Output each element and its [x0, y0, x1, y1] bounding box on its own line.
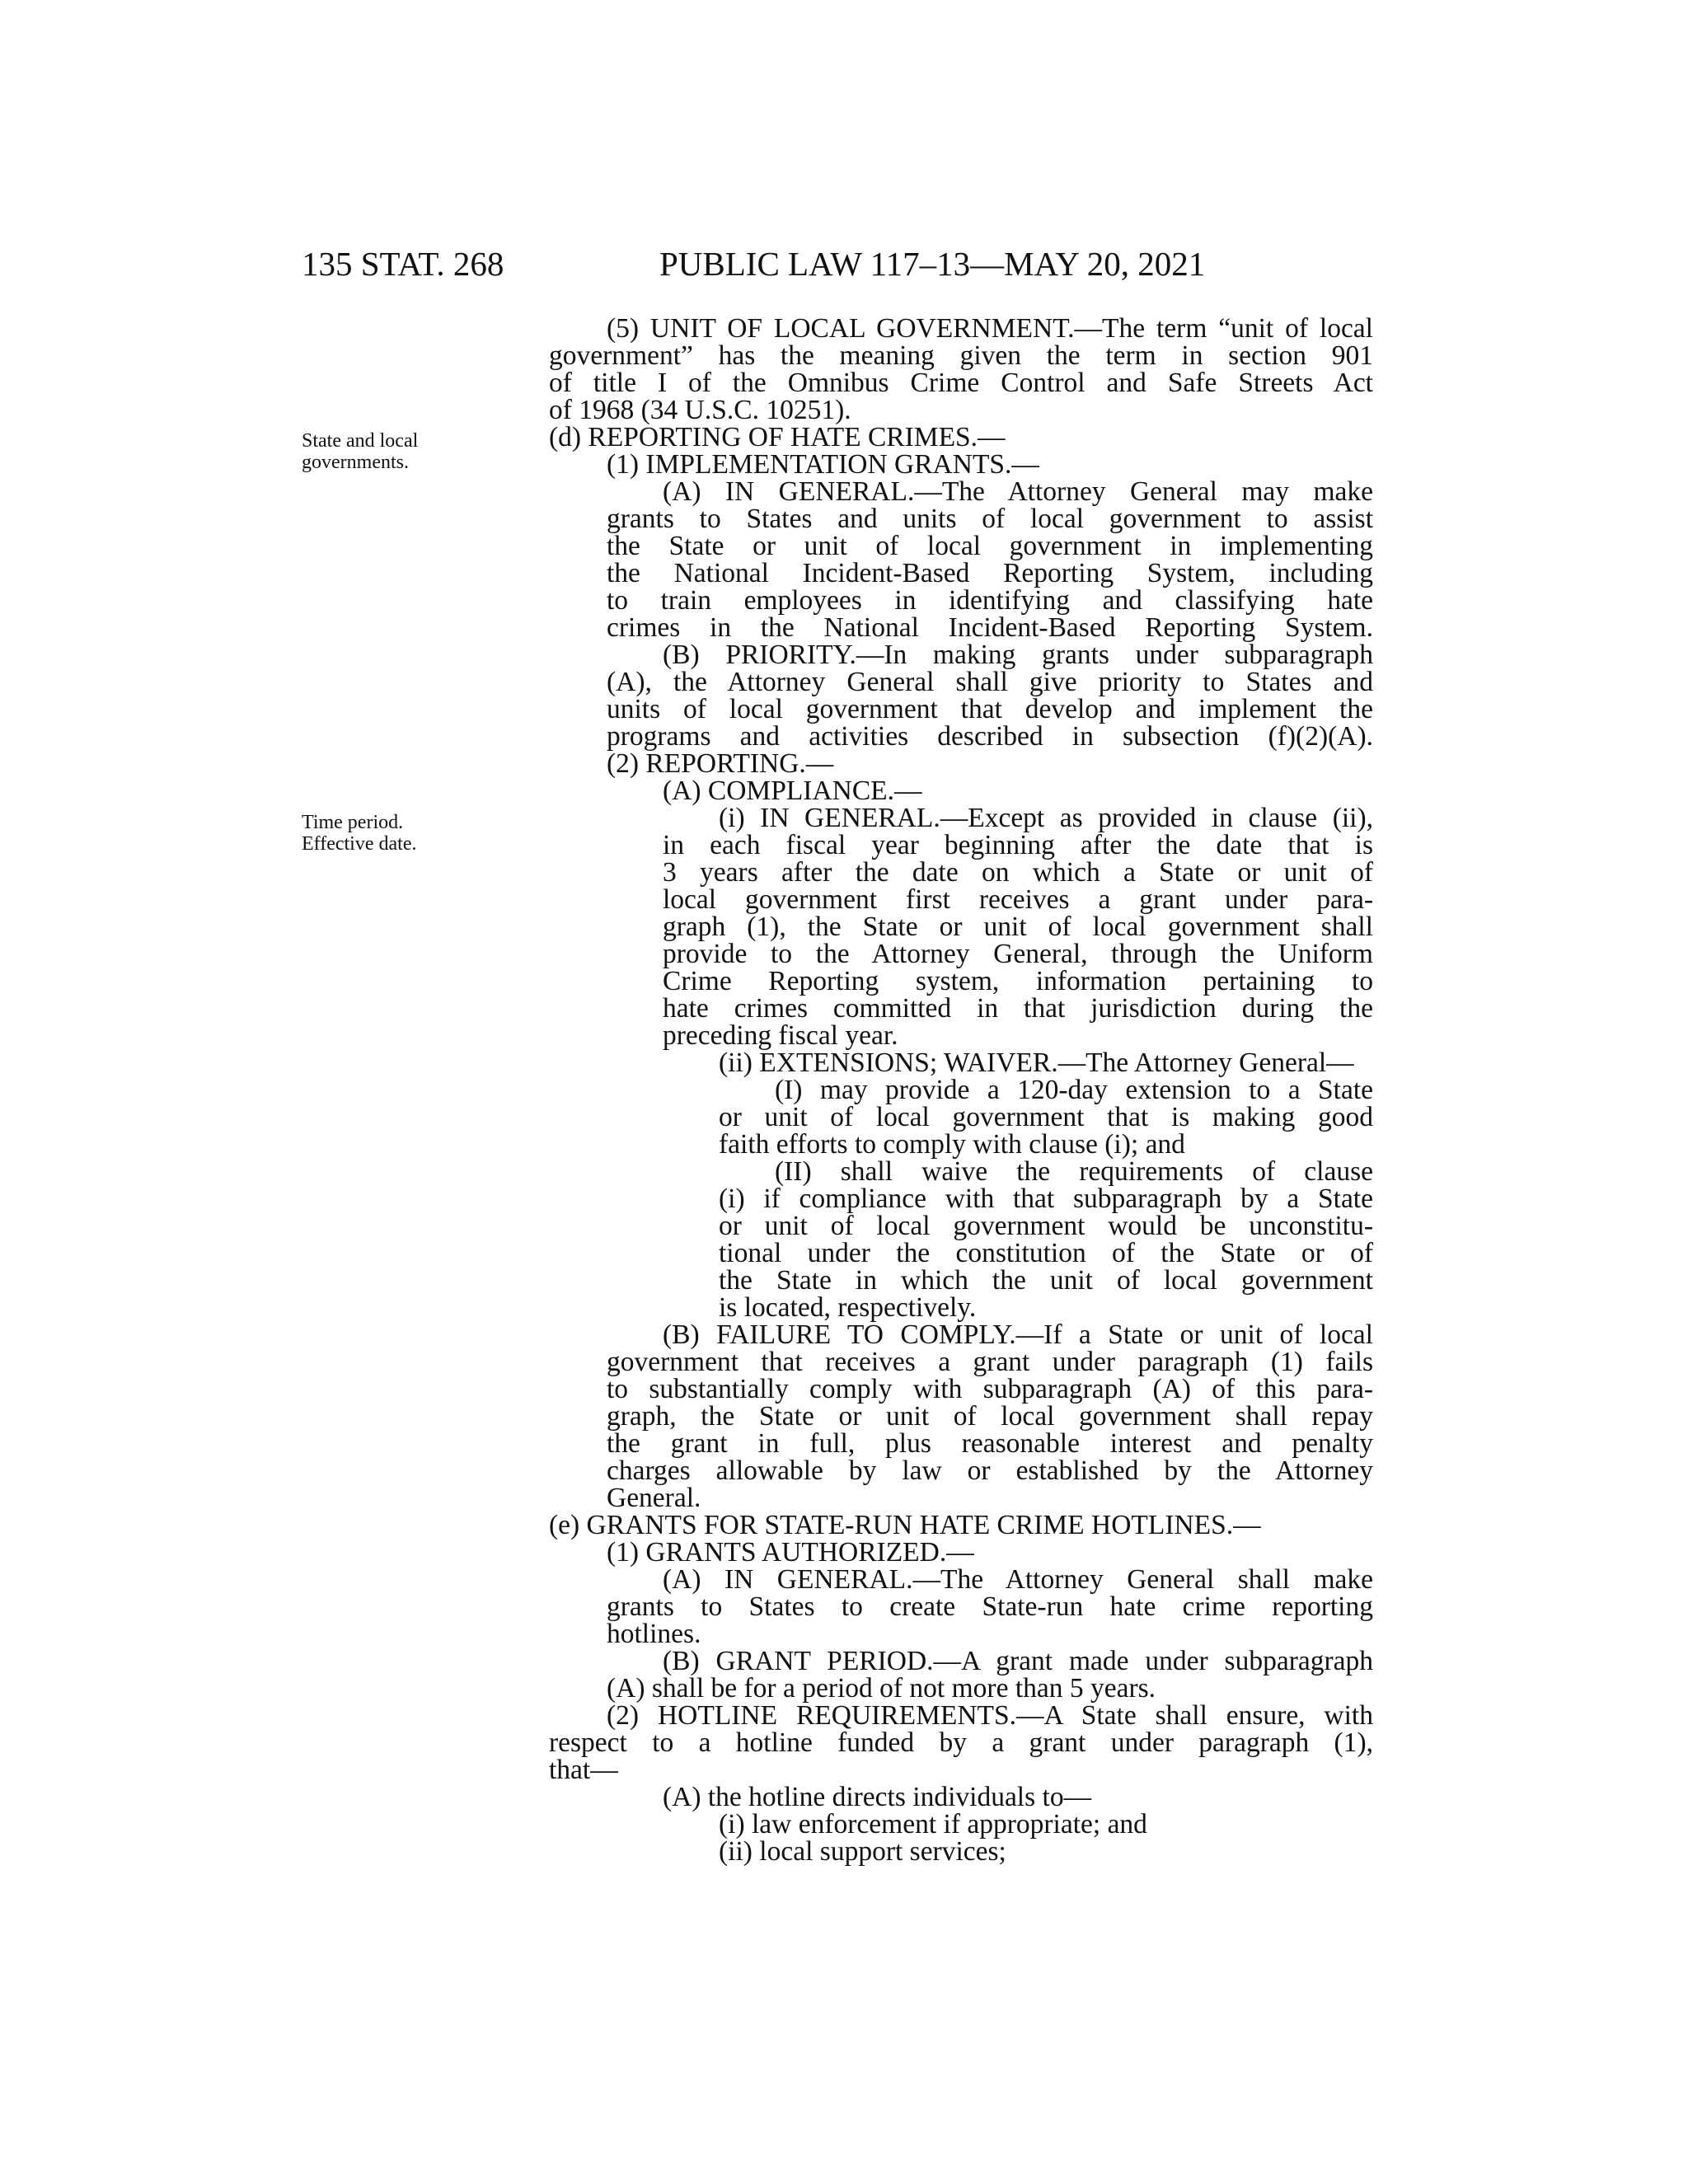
text-line: charges allowable by law or established by the Attorney: [607, 1455, 1373, 1486]
margin-note-time-period: Time period. Effective date.: [302, 812, 417, 855]
text-line: (2) HOTLINE REQUIREMENTS.—A State shall ensure, with: [607, 1700, 1373, 1731]
text-line: provide to the Attorney General, through the Uniform: [663, 939, 1373, 969]
text-line: (A) IN GENERAL.—The Attorney General may make: [663, 476, 1373, 507]
section-heading: (e) GRANTS FOR STATE-RUN HATE CRIME HOTLINES.—: [549, 1510, 1261, 1540]
margin-note-state-local: State and local governments.: [302, 430, 419, 473]
section-heading: (d) REPORTING OF HATE CRIMES.—: [549, 422, 1006, 452]
text-line: (i) IN GENERAL.—Except as provided in clause (ii),: [719, 803, 1373, 833]
text-line: is located, respectively.: [719, 1292, 977, 1323]
text-line: graph, the State or unit of local government shall repay: [607, 1401, 1373, 1432]
text-line: of 1968 (34 U.S.C. 10251).: [549, 395, 851, 425]
paragraph-heading: (1) IMPLEMENTATION GRANTS.—: [607, 449, 1039, 480]
text-line: (A) the hotline directs individuals to—: [663, 1782, 1092, 1812]
subparagraph-heading: (A) COMPLIANCE.—: [663, 776, 922, 806]
text-line: the State in which the unit of local government: [719, 1265, 1373, 1296]
text-line: the State or unit of local government in implementing: [607, 531, 1373, 561]
text-line: to substantially comply with subparagraph (A) of this para-: [607, 1374, 1373, 1404]
page-title: PUBLIC LAW 117–13—MAY 20, 2021: [659, 245, 1206, 283]
text-line: the grant in full, plus reasonable interest and penalty: [607, 1428, 1373, 1459]
text-line: (B) PRIORITY.—In making grants under subparagraph: [663, 640, 1373, 670]
text-line: tional under the constitution of the State or of: [719, 1238, 1373, 1268]
statute-text: [549, 315, 1373, 1865]
stat-citation: 135 STAT. 268: [302, 245, 504, 283]
text-line: (5) UNIT OF LOCAL GOVERNMENT.—The term “unit of local: [607, 313, 1373, 344]
text-line: (II) shall waive the requirements of clause: [775, 1156, 1373, 1187]
text-line: hotlines.: [607, 1619, 701, 1649]
text-line: General.: [607, 1483, 701, 1513]
text-line: (i) law enforcement if appropriate; and: [719, 1809, 1147, 1840]
clause-heading: (ii) EXTENSIONS; WAIVER.—The Attorney General—: [719, 1047, 1354, 1078]
text-line: or unit of local government would be unconstitu-: [719, 1211, 1373, 1241]
text-line: or unit of local government that is making good: [719, 1102, 1373, 1132]
text-line: (A) IN GENERAL.—The Attorney General shall make: [663, 1564, 1373, 1595]
text-line: (B) FAILURE TO COMPLY.—If a State or unit of local: [663, 1319, 1373, 1350]
text-line: crimes in the National Incident-Based Reporting System.: [607, 612, 1373, 643]
text-line: preceding fiscal year.: [663, 1020, 898, 1051]
text-line: hate crimes committed in that jurisdiction during the: [663, 993, 1373, 1024]
text-line: the National Incident-Based Reporting System, including: [607, 558, 1373, 588]
text-line: that—: [549, 1755, 618, 1785]
text-line: (B) GRANT PERIOD.—A grant made under subparagraph: [663, 1646, 1373, 1676]
text-line: in each fiscal year beginning after the date that is: [663, 830, 1373, 860]
text-line: 3 years after the date on which a State or unit of: [663, 857, 1373, 888]
paragraph-heading: (2) REPORTING.—: [607, 748, 834, 779]
text-line: (A) shall be for a period of not more than 5 years.: [607, 1673, 1156, 1704]
text-line: grants to States and units of local government to assist: [607, 504, 1373, 534]
text-line: (A), the Attorney General shall give priority to States and: [607, 667, 1373, 697]
text-line: graph (1), the State or unit of local government shall: [663, 912, 1373, 942]
text-line: respect to a hotline funded by a grant under paragraph (1),: [549, 1727, 1373, 1758]
text-line: of title I of the Omnibus Crime Control and Safe Streets Act: [549, 368, 1373, 398]
text-line: programs and activities described in subsection (f)(2)(A).: [607, 721, 1373, 752]
text-line: Crime Reporting system, information pertaining to: [663, 966, 1373, 996]
text-line: to train employees in identifying and classifying hate: [607, 585, 1373, 616]
text-line: grants to States to create State-run hate crime reporting: [607, 1591, 1373, 1622]
text-line: government” has the meaning given the term in section 901: [549, 340, 1373, 371]
paragraph-heading: (1) GRANTS AUTHORIZED.—: [607, 1537, 974, 1568]
text-line: (i) if compliance with that subparagraph by a State: [719, 1183, 1373, 1214]
text-line: (ii) local support services;: [719, 1836, 1006, 1867]
text-line: units of local government that develop and implement the: [607, 694, 1373, 724]
text-line: local government first receives a grant under para-: [663, 884, 1373, 915]
text-line: government that receives a grant under paragraph (1) fails: [607, 1347, 1373, 1377]
text-line: (I) may provide a 120-day extension to a State: [775, 1075, 1373, 1105]
text-line: faith efforts to comply with clause (i); and: [719, 1129, 1185, 1160]
